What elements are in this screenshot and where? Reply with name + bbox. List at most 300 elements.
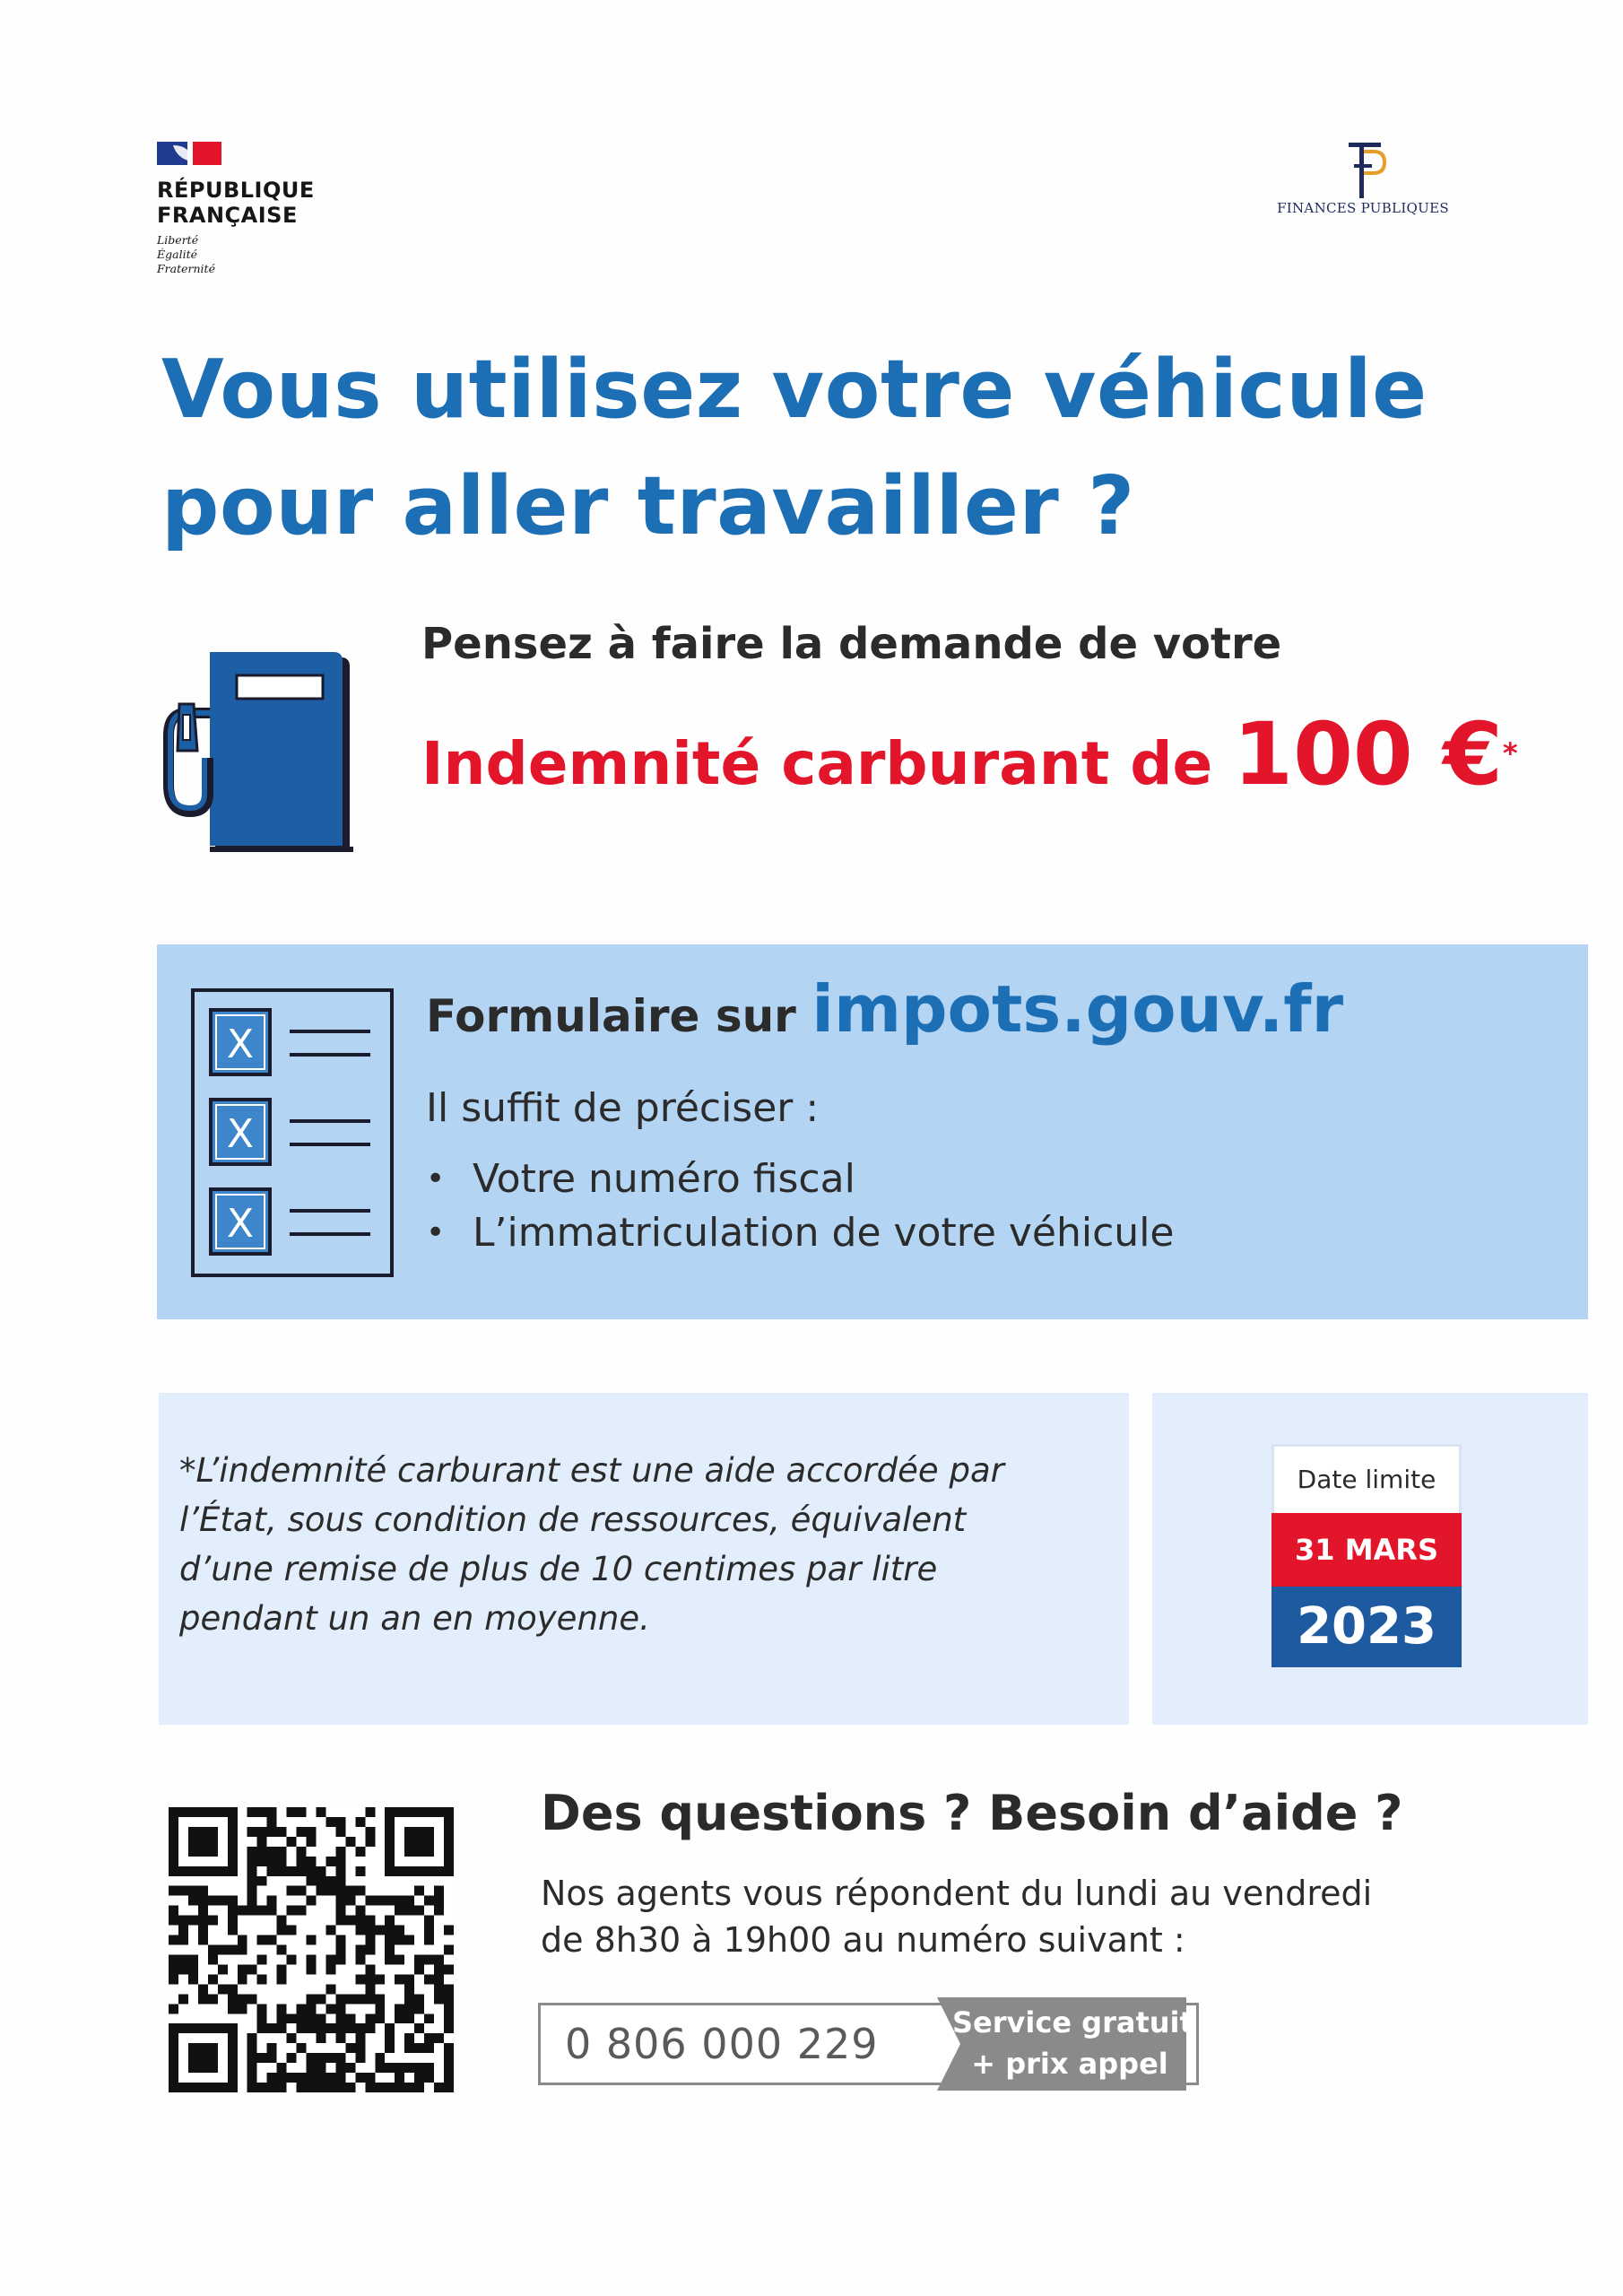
qr-module	[169, 2073, 178, 2083]
qr-module	[267, 1817, 277, 1827]
qr-module	[287, 1886, 297, 1896]
qr-module	[238, 1964, 247, 1974]
qr-module	[188, 1974, 198, 1984]
footnote-line: pendant un an en moyenne.	[179, 1599, 650, 1638]
qr-module	[228, 1866, 238, 1876]
qr-module	[365, 1945, 375, 1955]
qr-module	[444, 1994, 454, 2004]
help-text-line: de 8h30 à 19h00 au numéro suivant :	[541, 1920, 1185, 1960]
qr-module	[307, 1994, 317, 2004]
qr-module	[345, 1886, 355, 1896]
qr-module	[188, 1847, 198, 1857]
qr-module	[424, 1954, 434, 1964]
qr-module	[414, 1964, 424, 1974]
qr-module	[287, 2053, 297, 2063]
qr-module	[198, 1935, 208, 1945]
qr-module	[385, 1857, 395, 1866]
qr-module	[434, 2083, 444, 2092]
qr-module	[267, 2053, 277, 2063]
qr-module	[169, 1964, 178, 1974]
qr-module	[395, 2083, 404, 2092]
qr-module	[188, 1807, 198, 1817]
qr-module	[316, 1866, 325, 1876]
qr-module	[404, 2083, 414, 2092]
qr-module	[257, 1974, 267, 1984]
qr-module	[434, 1974, 444, 1984]
qr-module	[188, 1896, 198, 1906]
qr-module	[316, 2033, 325, 2043]
qr-module	[257, 1837, 267, 1847]
qr-module	[385, 1817, 395, 1827]
qr-module	[238, 2004, 247, 2013]
qr-module	[277, 1964, 287, 1974]
qr-module	[228, 1817, 238, 1827]
qr-module	[228, 2063, 238, 2073]
qr-module	[345, 1994, 355, 2004]
qr-module	[257, 1954, 267, 1964]
qr-module	[365, 2023, 375, 2033]
qr-module	[267, 2043, 277, 2053]
qr-module	[414, 1906, 424, 1916]
qr-module	[188, 1964, 198, 1974]
phone-number[interactable]: 0 806 000 229	[565, 2020, 879, 2068]
qr-module	[424, 2043, 434, 2053]
qr-module	[277, 1945, 287, 1955]
qr-module	[208, 2083, 218, 2092]
qr-module	[335, 1866, 345, 1876]
qr-module	[365, 1926, 375, 1935]
bullet-icon: •	[426, 1161, 446, 1197]
qr-module	[385, 1866, 395, 1876]
qr-module	[287, 1807, 297, 1817]
motto-liberte: Liberté	[157, 233, 199, 247]
republique-name-line1: RÉPUBLIQUE	[157, 178, 315, 203]
qr-module	[345, 2013, 355, 2023]
qr-module	[385, 1847, 395, 1857]
qr-module	[365, 2013, 375, 2023]
help-title: Des questions ? Besoin d’aide ?	[541, 1785, 1403, 1841]
qr-module	[277, 1926, 287, 1935]
qr-module	[257, 1935, 267, 1945]
qr-module	[335, 1896, 345, 1906]
qr-module	[267, 1847, 277, 1857]
checkbox-mark: X	[226, 1022, 255, 1067]
qr-module	[444, 1837, 454, 1847]
qr-module	[404, 1896, 414, 1906]
qr-module	[385, 2043, 395, 2053]
qr-module	[307, 1935, 317, 1945]
list-item-text: Votre numéro fiscal	[473, 1156, 855, 1202]
qr-module	[414, 1827, 424, 1837]
checkbox-mark: X	[226, 1111, 255, 1157]
form-heading	[426, 964, 1343, 1061]
qr-module	[444, 1945, 454, 1955]
qr-module	[267, 2073, 277, 2083]
qr-module	[375, 2053, 385, 2063]
qr-module	[257, 1906, 267, 1916]
qr-module	[395, 2063, 404, 2073]
qr-module	[238, 1994, 247, 2004]
qr-module	[335, 1817, 345, 1827]
republique-francaise-logo	[157, 142, 336, 285]
qr-module	[414, 2043, 424, 2053]
qr-module	[277, 1827, 287, 1837]
qr-module	[208, 2053, 218, 2063]
qr-module	[228, 2033, 238, 2043]
qr-module	[267, 1896, 277, 1906]
qr-module	[218, 1945, 228, 1955]
promo-headline-text: Indemnité carburant de	[421, 729, 1213, 798]
qr-module	[345, 2083, 355, 2092]
finances-publiques-name: FINANCES PUBLIQUES	[1277, 200, 1449, 216]
qr-module	[247, 1906, 257, 1916]
qr-module	[277, 1847, 287, 1857]
qr-module	[335, 2023, 345, 2033]
qr-module	[169, 2063, 178, 2073]
qr-module	[218, 2023, 228, 2033]
qr-module	[188, 1886, 198, 1896]
motto-egalite: Égalité	[157, 248, 197, 261]
qr-module	[404, 1994, 414, 2004]
qr-module	[277, 2063, 287, 2073]
qr-module	[247, 2063, 257, 2073]
qr-module	[444, 1984, 454, 1994]
qr-module	[169, 1817, 178, 1827]
qr-module	[414, 1954, 424, 1964]
qr-module	[365, 1935, 375, 1945]
qr-module	[375, 2063, 385, 2073]
qr-module	[444, 2083, 454, 2092]
qr-module	[208, 1847, 218, 1857]
qr-module	[228, 1857, 238, 1866]
qr-module	[218, 2083, 228, 2092]
qr-module	[424, 1837, 434, 1847]
marianne-flag-icon	[157, 142, 221, 165]
qr-module	[385, 1954, 395, 1964]
qr-module	[444, 2013, 454, 2023]
qr-module	[355, 2023, 365, 2033]
title-line2: pour aller travailler ?	[161, 459, 1135, 553]
qr-module	[395, 1974, 404, 1984]
qr-module	[355, 2043, 365, 2053]
qr-module	[277, 2073, 287, 2083]
qr-module	[444, 1827, 454, 1837]
qr-module	[325, 2004, 335, 2013]
qr-module	[404, 1866, 414, 1876]
checkbox-1	[211, 1010, 370, 1074]
qr-module	[178, 1926, 188, 1935]
qr-module	[208, 1837, 218, 1847]
qr-module	[198, 1837, 208, 1847]
qr-module	[169, 2083, 178, 2092]
qr-module	[335, 2013, 345, 2023]
qr-module	[316, 2053, 325, 2063]
qr-module	[434, 1807, 444, 1817]
qr-module	[385, 1837, 395, 1847]
qr-module	[297, 1906, 307, 1916]
qr-module	[307, 2083, 317, 2092]
qr-module	[307, 2063, 317, 2073]
qr-module	[355, 2033, 365, 2043]
qr-module	[169, 2004, 178, 2013]
qr-module	[228, 2083, 238, 2092]
qr-module	[287, 2033, 297, 2043]
qr-module	[335, 1954, 345, 1964]
qr-module	[325, 2073, 335, 2083]
qr-module	[307, 1857, 317, 1866]
qr-module	[188, 2023, 198, 2033]
qr-module	[365, 2073, 375, 2083]
qr-module	[444, 2073, 454, 2083]
qr-module	[395, 1954, 404, 1964]
qr-module	[444, 2043, 454, 2053]
qr-module	[355, 2073, 365, 2083]
impots-site-link[interactable]: impots.gouv.fr	[812, 971, 1344, 1047]
qr-module	[247, 1994, 257, 2004]
qr-module	[287, 1866, 297, 1876]
qr-module	[404, 1984, 414, 1994]
qr-module	[316, 1876, 325, 1886]
qr-module	[414, 2083, 424, 2092]
qr-module	[267, 1827, 277, 1837]
qr-module	[424, 1807, 434, 1817]
qr-module	[335, 2033, 345, 2043]
qr-module	[267, 1935, 277, 1945]
qr-module	[325, 1926, 335, 1935]
help-text	[541, 1870, 1482, 1963]
qr-module	[414, 1886, 424, 1896]
qr-module	[424, 1896, 434, 1906]
qr-module	[247, 2073, 257, 2083]
qr-module	[287, 2073, 297, 2083]
qr-module	[316, 2083, 325, 2092]
qr-code-icon[interactable]	[169, 1807, 454, 2092]
qr-module	[247, 1876, 257, 1886]
qr-module	[444, 1926, 454, 1935]
qr-module	[198, 2023, 208, 2033]
qr-module	[257, 2013, 267, 2023]
qr-module	[198, 2043, 208, 2053]
qr-module	[424, 2073, 434, 2083]
qr-module	[257, 1827, 267, 1837]
qr-module	[316, 2063, 325, 2073]
qr-module	[316, 1994, 325, 2004]
qr-module	[277, 1866, 287, 1876]
qr-module	[424, 1974, 434, 1984]
qr-module	[355, 1817, 365, 1827]
qr-module	[218, 1984, 228, 1994]
qr-module	[208, 1896, 218, 1906]
qr-module	[385, 2063, 395, 2073]
qr-module	[228, 1994, 238, 2004]
qr-module	[228, 1837, 238, 1847]
qr-module	[444, 1817, 454, 1827]
qr-module	[297, 1807, 307, 1817]
qr-module	[169, 2023, 178, 2033]
qr-module	[208, 1866, 218, 1876]
qr-module	[169, 1954, 178, 1964]
republique-name-line2: FRANÇAISE	[157, 203, 298, 228]
fuel-pump-icon	[161, 650, 354, 852]
qr-module	[385, 1827, 395, 1837]
promo-amount: 100 €	[1233, 704, 1503, 804]
qr-module	[307, 2023, 317, 2033]
service-tag-line: Service gratuit	[952, 2005, 1193, 2039]
qr-module	[307, 1964, 317, 1974]
qr-module	[277, 2083, 287, 2092]
qr-module	[395, 2013, 404, 2023]
qr-module	[198, 1994, 208, 2004]
qr-module	[188, 1916, 198, 1926]
qr-module	[395, 1866, 404, 1876]
page-title	[161, 332, 1506, 565]
qr-module	[307, 2073, 317, 2083]
qr-module	[247, 1827, 257, 1837]
qr-module	[345, 2063, 355, 2073]
qr-module	[169, 1807, 178, 1817]
qr-module	[188, 2083, 198, 2092]
qr-module	[414, 1837, 424, 1847]
qr-module	[188, 1866, 198, 1876]
qr-module	[335, 1847, 345, 1857]
qr-module	[169, 2033, 178, 2043]
qr-module	[287, 1926, 297, 1935]
qr-module	[307, 1837, 317, 1847]
qr-module	[424, 1916, 434, 1926]
promo-intro: Pensez à faire la demande de votre	[421, 619, 1282, 669]
qr-module	[444, 1866, 454, 1876]
qr-module	[414, 2063, 424, 2073]
qr-module	[325, 2053, 335, 2063]
qr-module	[404, 1906, 414, 1916]
qr-module	[325, 1817, 335, 1827]
qr-module	[247, 1896, 257, 1906]
qr-module	[424, 1935, 434, 1945]
qr-module	[345, 1896, 355, 1906]
qr-module	[178, 1916, 188, 1926]
qr-module	[365, 1994, 375, 2004]
list-item	[426, 1152, 1174, 1206]
qr-module	[257, 1847, 267, 1857]
qr-module	[404, 1807, 414, 1817]
qr-module	[277, 2004, 287, 2013]
qr-module	[325, 1954, 335, 1964]
qr-module	[257, 1857, 267, 1866]
qr-module	[297, 2083, 307, 2092]
qr-module	[257, 1807, 267, 1817]
qr-module	[335, 2004, 345, 2013]
qr-module	[169, 1906, 178, 1916]
qr-module	[434, 1906, 444, 1916]
qr-module	[238, 1945, 247, 1955]
checkbox-mark: X	[226, 1201, 255, 1247]
qr-module	[335, 1945, 345, 1955]
qr-module	[257, 2023, 267, 2033]
qr-module	[335, 1876, 345, 1886]
qr-module	[424, 1827, 434, 1837]
qr-module	[297, 1866, 307, 1876]
qr-module	[198, 1926, 208, 1935]
qr-module	[355, 1847, 365, 1857]
qr-module	[385, 1916, 395, 1926]
qr-module	[169, 1886, 178, 1896]
qr-module	[395, 2004, 404, 2013]
qr-module	[395, 1896, 404, 1906]
qr-module	[345, 2043, 355, 2053]
qr-module	[325, 1857, 335, 1866]
qr-module	[267, 1807, 277, 1817]
qr-module	[316, 2073, 325, 2083]
qr-module	[365, 2083, 375, 2092]
qr-module	[335, 1906, 345, 1916]
qr-module	[257, 2004, 267, 2013]
footnote-text	[179, 1446, 1112, 1643]
qr-module	[297, 2004, 307, 2013]
qr-module	[198, 1896, 208, 1906]
qr-module	[169, 1857, 178, 1866]
qr-module	[404, 1974, 414, 1984]
qr-module	[198, 1984, 208, 1994]
qr-module	[208, 2023, 218, 2033]
qr-module	[297, 1857, 307, 1866]
qr-module	[307, 1827, 317, 1837]
qr-module	[228, 2004, 238, 2013]
qr-module	[208, 1954, 218, 1964]
qr-module	[198, 1827, 208, 1837]
qr-module	[335, 2083, 345, 2092]
qr-module	[297, 2013, 307, 2023]
qr-module	[178, 1886, 188, 1896]
qr-module	[228, 2053, 238, 2063]
qr-module	[267, 1906, 277, 1916]
qr-module	[198, 2053, 208, 2063]
qr-module	[385, 2023, 395, 2033]
qr-module	[169, 1847, 178, 1857]
qr-module	[345, 2023, 355, 2033]
qr-module	[307, 2013, 317, 2023]
qr-module	[325, 1984, 335, 1994]
qr-module	[414, 1994, 424, 2004]
qr-module	[355, 2053, 365, 2063]
footnote-line: *L’indemnité carburant est une aide accordée par	[179, 1451, 1004, 1490]
qr-module	[365, 1964, 375, 1974]
qr-module	[228, 2023, 238, 2033]
qr-module	[267, 1857, 277, 1866]
qr-module	[414, 2023, 424, 2033]
qr-module	[335, 1994, 345, 2004]
qr-module	[444, 2053, 454, 2063]
qr-module	[365, 1984, 375, 1994]
qr-module	[198, 1807, 208, 1817]
qr-module	[307, 1876, 317, 1886]
qr-module	[424, 1847, 434, 1857]
qr-module	[335, 2063, 345, 2073]
qr-module	[444, 1964, 454, 1974]
qr-module	[335, 1886, 345, 1896]
qr-module	[307, 1896, 317, 1906]
qr-module	[444, 1857, 454, 1866]
qr-module	[208, 1807, 218, 1817]
qr-module	[208, 2063, 218, 2073]
qr-module	[287, 1906, 297, 1916]
qr-module	[178, 1964, 188, 1974]
qr-module	[404, 2043, 414, 2053]
qr-module	[169, 1837, 178, 1847]
qr-module	[277, 1974, 287, 1984]
qr-module	[404, 1837, 414, 1847]
qr-module	[198, 2083, 208, 2092]
qr-module	[198, 1916, 208, 1926]
